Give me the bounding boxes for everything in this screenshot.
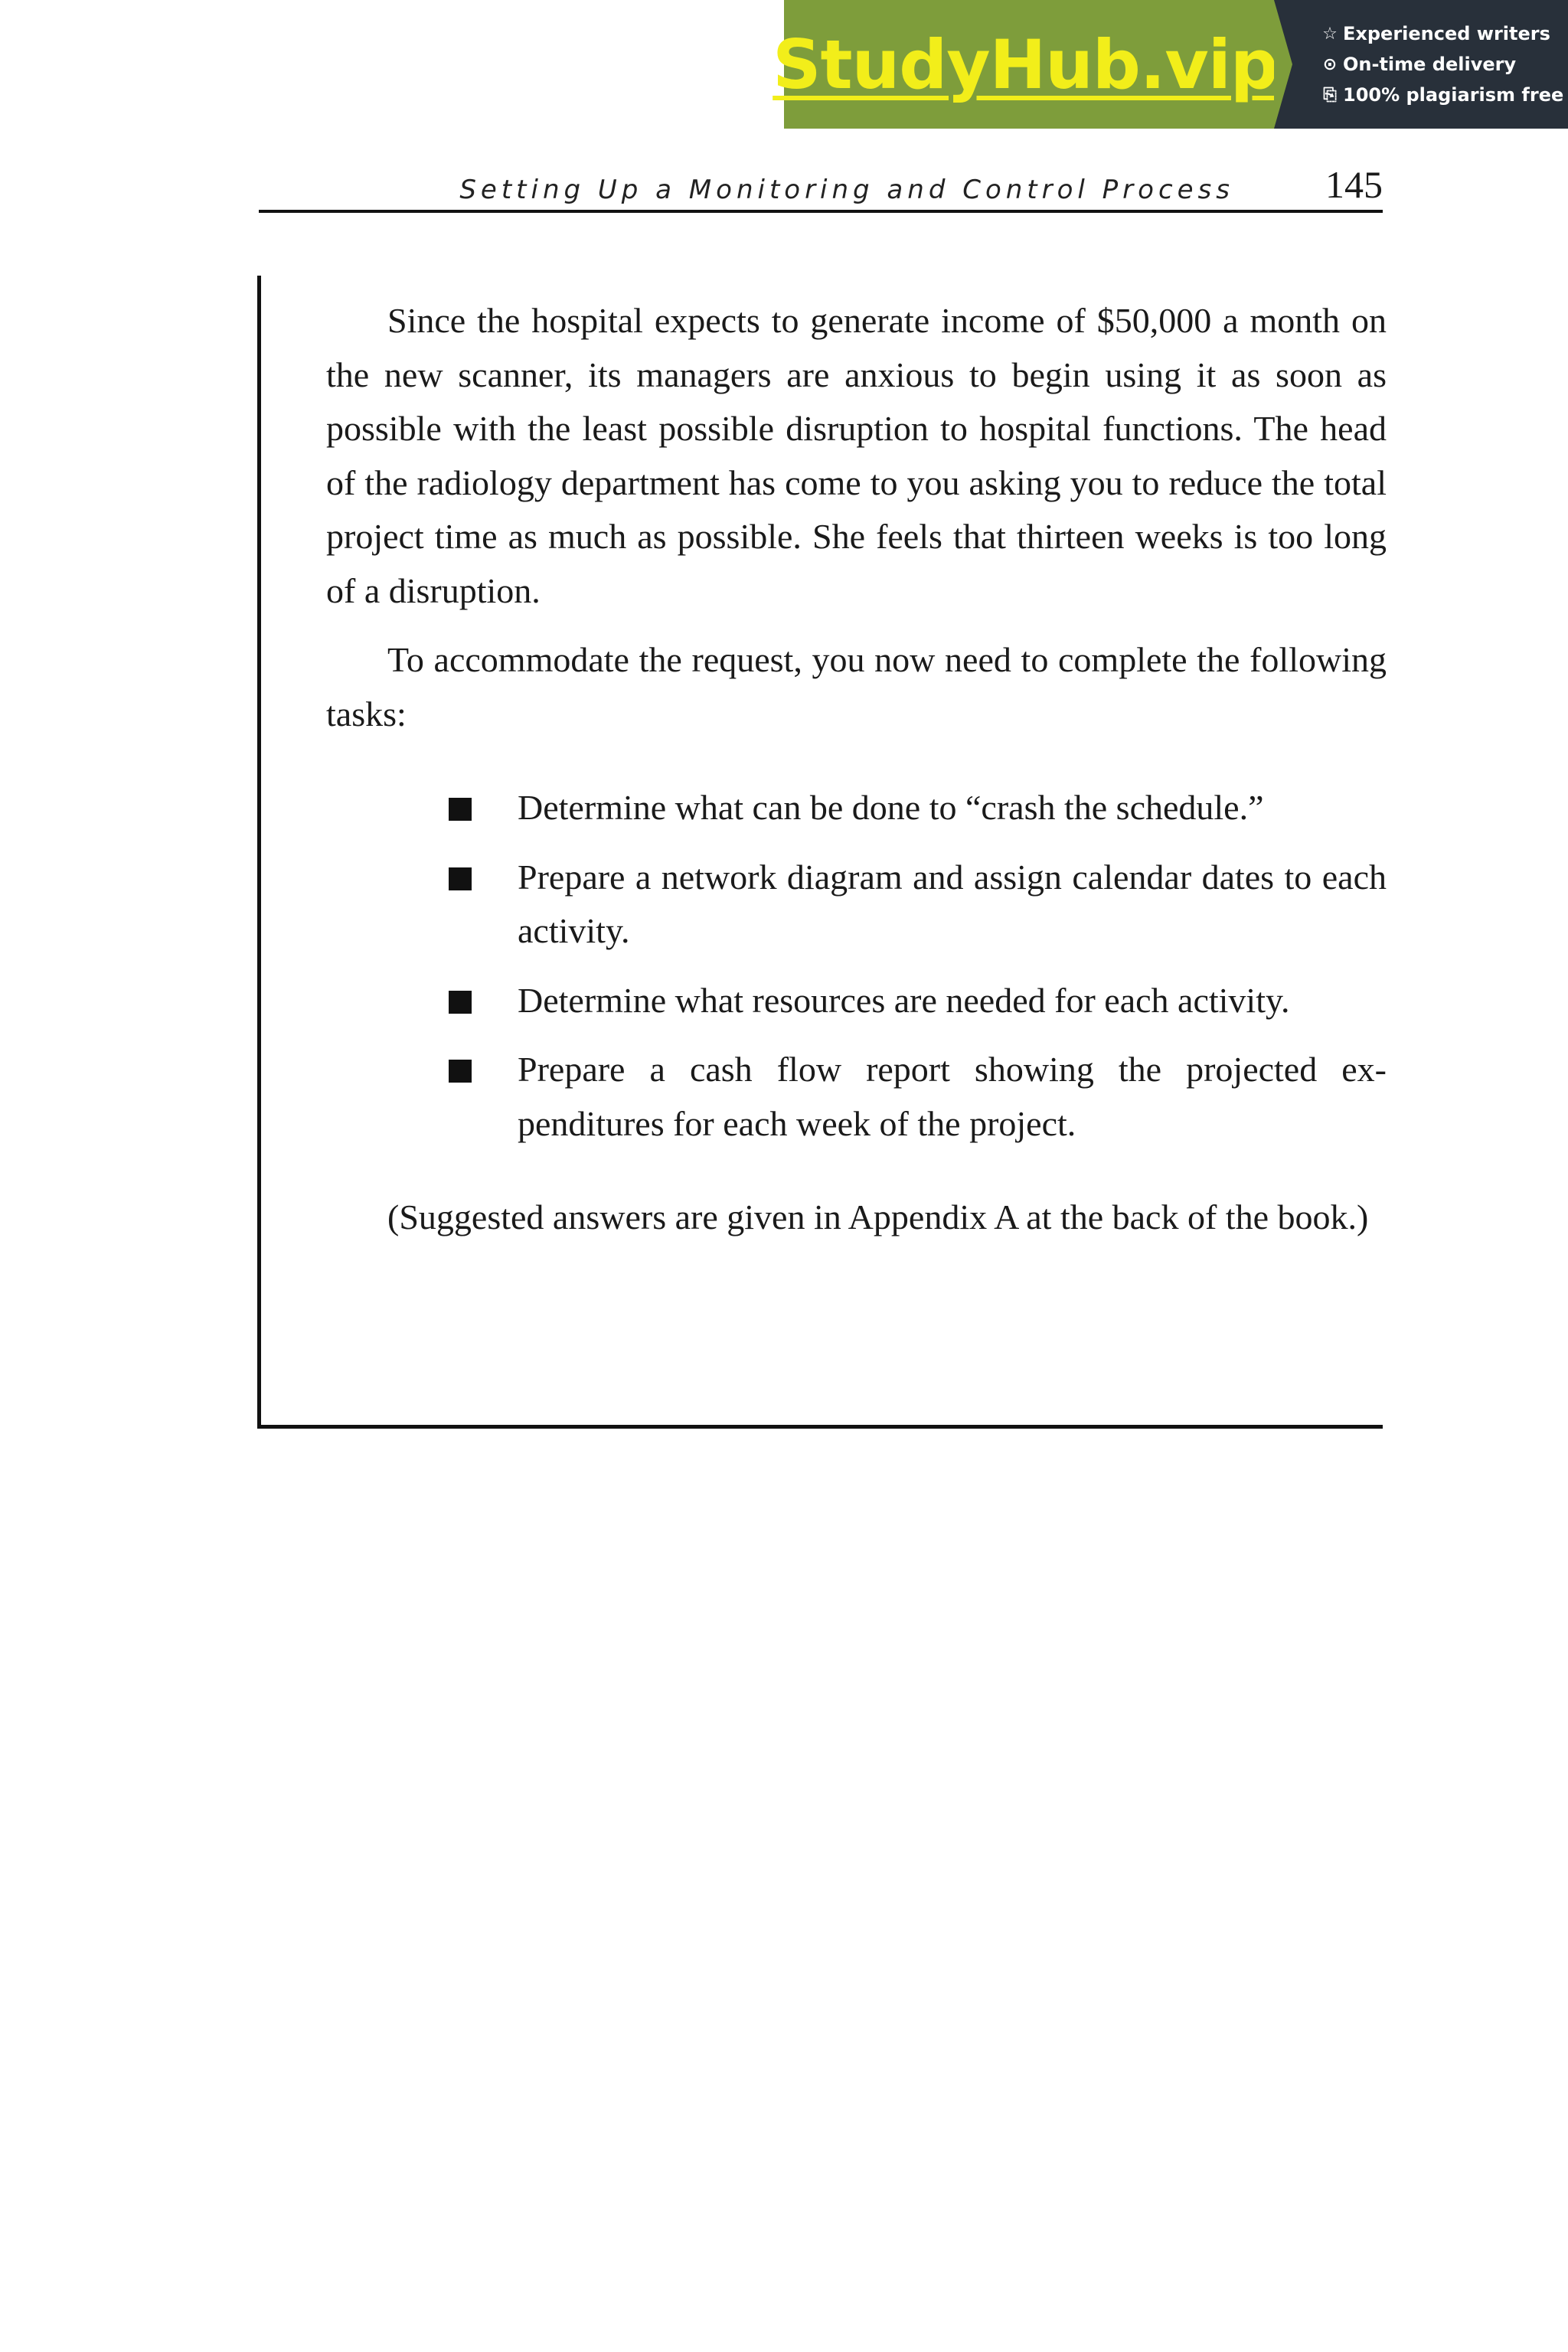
feature-label: 100% plagiarism free bbox=[1343, 84, 1564, 106]
list-item bbox=[326, 974, 1387, 1028]
square-bullet-icon bbox=[449, 1060, 472, 1083]
task-text: Prepare a cash flow report showing the projected expenditures for each week of the project. bbox=[518, 1050, 1387, 1143]
brand-panel[interactable] bbox=[773, 0, 1278, 129]
running-title: Setting Up a Monitoring and Control Process bbox=[459, 175, 1234, 205]
square-bullet-icon bbox=[449, 867, 472, 890]
document-copy-icon: ⎘ bbox=[1323, 85, 1337, 105]
task-text: Prepare a network diagram and assign calendar dates to each activity. bbox=[518, 857, 1387, 950]
feature-item bbox=[1320, 54, 1568, 75]
square-bullet-icon bbox=[449, 798, 472, 821]
feature-item bbox=[1320, 84, 1568, 106]
list-item bbox=[326, 781, 1387, 835]
paragraph: Since the hospital expects to generate income of $50,000 a month on the new scanner, its managers are anxious to begin using it as soon as possible with the least possible disruption to hospital functions. The head of the radiology department has come to you asking you to reduce the total project time as much as possible. She feels that thirteen weeks is too long of a disruption. bbox=[326, 301, 1387, 610]
square-bullet-icon bbox=[449, 991, 472, 1014]
task-text: Determine what resources are needed for each activity. bbox=[518, 980, 1290, 1020]
task-list bbox=[326, 781, 1387, 1151]
paragraph: (Suggested answers are given in Appendix A at the back of the book.) bbox=[387, 1197, 1369, 1236]
list-item bbox=[326, 1043, 1387, 1151]
page-number: 145 bbox=[1325, 163, 1383, 206]
feature-label: On-time delivery bbox=[1343, 54, 1517, 75]
brand-logo[interactable]: StudyHub.vip bbox=[773, 24, 1278, 104]
exercise-content bbox=[326, 294, 1387, 1260]
paragraph: To accommodate the request, you now need to complete the following tasks: bbox=[326, 640, 1387, 733]
running-header bbox=[259, 162, 1383, 213]
clock-icon: ⊙ bbox=[1322, 54, 1338, 74]
list-item bbox=[326, 851, 1387, 959]
exercise-box bbox=[257, 276, 1387, 1429]
studyhub-banner[interactable] bbox=[773, 0, 1568, 129]
star-icon: ☆ bbox=[1322, 24, 1338, 44]
feature-label: Experienced writers bbox=[1343, 23, 1550, 44]
task-text: Determine what can be done to “crash the schedule.” bbox=[518, 788, 1264, 827]
feature-item bbox=[1320, 23, 1568, 44]
feature-list bbox=[1274, 0, 1568, 129]
